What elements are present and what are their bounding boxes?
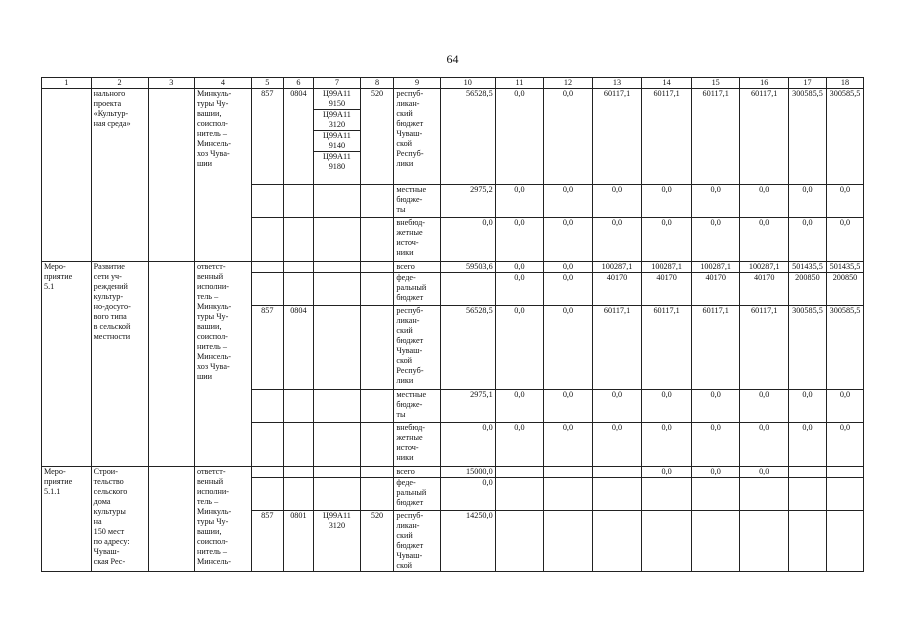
value-cell — [544, 511, 593, 572]
value-cell: 40170 — [691, 273, 740, 306]
funding-source-text: ники — [396, 248, 414, 257]
executor-text: Минсель- — [196, 557, 231, 566]
header-cell: 10 — [440, 78, 495, 89]
value-cell: 0,0 — [740, 467, 789, 478]
code-target-cell — [314, 185, 360, 218]
funding-source-text: ский — [396, 326, 413, 335]
value-cell: 0,0 — [788, 390, 826, 423]
executor-text: соиспол- — [196, 119, 228, 128]
funding-source-cell — [394, 467, 440, 478]
value-cell: 200850 — [788, 273, 826, 306]
measure-name-cell — [91, 262, 148, 467]
value-cell: 60117,1 — [592, 89, 642, 185]
empty-cell — [148, 467, 194, 572]
value-cell: 60117,1 — [592, 306, 642, 390]
measure-name-cell — [91, 89, 148, 262]
target-code: Ц99А11 9150 — [314, 89, 359, 110]
executor-text: туры Чу- — [196, 312, 229, 321]
code-grbs-cell — [251, 423, 283, 467]
header-row — [42, 78, 864, 89]
executor-text: хоз Чува- — [196, 362, 230, 371]
funding-source-text: бюдже- — [396, 400, 423, 409]
executor-text: соиспол- — [196, 332, 228, 341]
measure-name-text: Чуваш- — [93, 547, 120, 556]
value-cell: 300585,5 — [788, 89, 826, 185]
funding-source-text: ликан- — [396, 99, 420, 108]
budget-table — [41, 77, 864, 572]
value-cell — [495, 511, 544, 572]
value-cell: 2975,1 — [440, 390, 495, 423]
funding-source-text: бюджет — [396, 336, 424, 345]
value-cell: 0,0 — [592, 218, 642, 262]
target-code: Ц99А11 9180 — [322, 152, 351, 171]
code-section-cell — [283, 423, 314, 467]
code-type-cell: 520 — [360, 511, 394, 572]
code-type-cell — [360, 262, 394, 273]
value-cell: 0,0 — [544, 185, 593, 218]
header-cell: 9 — [394, 78, 440, 89]
value-cell: 56528,5 — [440, 89, 495, 185]
empty-cell — [148, 89, 194, 262]
value-cell: 60117,1 — [642, 306, 692, 390]
code-grbs-cell — [251, 390, 283, 423]
funding-source-text: респуб- — [396, 511, 424, 520]
value-cell — [440, 273, 495, 306]
value-cell: 0,0 — [495, 218, 544, 262]
value-cell: 0,0 — [440, 478, 495, 511]
value-cell: 200850 — [826, 273, 863, 306]
measure-name-text: культуры — [93, 507, 126, 516]
executor-text: Минсель- — [196, 352, 231, 361]
code-grbs-cell — [251, 218, 283, 262]
value-cell — [788, 511, 826, 572]
code-section-cell: 0801 — [283, 511, 314, 572]
funding-source-cell — [394, 218, 440, 262]
value-cell: 0,0 — [642, 185, 692, 218]
funding-source-text: ральный — [396, 488, 427, 497]
value-cell: 0,0 — [642, 467, 692, 478]
executor-text: шии — [196, 372, 213, 381]
measure-name-text: сельского — [93, 487, 128, 496]
value-cell: 0,0 — [544, 262, 593, 273]
header-cell: 7 — [314, 78, 360, 89]
executor-text: туры Чу- — [196, 99, 229, 108]
value-cell: 60117,1 — [691, 89, 740, 185]
funding-source-text: Чуваш- — [396, 129, 423, 138]
funding-source-text: ской — [396, 561, 413, 570]
executor-text: нитель – — [196, 342, 227, 351]
measure-name-text: Строи- — [93, 467, 118, 476]
value-cell: 0,0 — [691, 185, 740, 218]
value-cell: 15000,0 — [440, 467, 495, 478]
value-cell: 0,0 — [740, 218, 789, 262]
funding-source-text: ты — [396, 205, 406, 214]
funding-source-text: Чуваш- — [396, 346, 423, 355]
measure-name-text: вого типа — [93, 312, 127, 321]
executor-text: шии — [196, 159, 213, 168]
value-cell: 0,0 — [691, 390, 740, 423]
code-section-cell — [283, 273, 314, 306]
measure-number-text: Меро- — [44, 467, 66, 476]
funding-source-text: жетные — [396, 433, 423, 442]
measure-name-text: в сельской — [93, 322, 131, 331]
executor-text: тель – — [196, 292, 219, 301]
executor-text: ответст- — [196, 467, 226, 476]
measure-name-text: дома — [93, 497, 111, 506]
executor-text: туры Чу- — [196, 517, 229, 526]
funding-source-text: лики — [396, 159, 414, 168]
value-cell: 0,0 — [495, 273, 544, 306]
code-section-cell: 0804 — [283, 89, 314, 185]
value-cell: 0,0 — [592, 185, 642, 218]
value-cell: 100287,1 — [691, 262, 740, 273]
code-section-cell: 0804 — [283, 306, 314, 390]
executor-text: хоз Чува- — [196, 149, 230, 158]
header-cell: 5 — [251, 78, 283, 89]
value-cell: 0,0 — [826, 185, 863, 218]
value-cell: 0,0 — [495, 262, 544, 273]
funding-source-text: лики — [396, 376, 414, 385]
value-cell — [691, 478, 740, 511]
code-grbs-cell: 857 — [251, 511, 283, 572]
code-target-cell — [314, 273, 360, 306]
executor-text: Минкуль- — [196, 507, 232, 516]
value-cell: 0,0 — [440, 423, 495, 467]
code-section-cell — [283, 478, 314, 511]
funding-source-text: ты — [396, 410, 406, 419]
target-code: Ц99А11 9140 — [314, 131, 359, 152]
value-cell: 0,0 — [544, 218, 593, 262]
executor-text: ответст- — [196, 262, 226, 271]
measure-name-text: 150 мест — [93, 527, 125, 536]
value-cell: 0,0 — [788, 423, 826, 467]
value-cell: 0,0 — [691, 423, 740, 467]
value-cell: 100287,1 — [592, 262, 642, 273]
header-cell: 4 — [194, 78, 251, 89]
value-cell: 56528,5 — [440, 306, 495, 390]
value-cell: 0,0 — [826, 218, 863, 262]
measure-number-text: приятие — [44, 272, 73, 281]
measure-number-cell — [42, 262, 92, 467]
value-cell: 60117,1 — [642, 89, 692, 185]
code-target-cell — [314, 262, 360, 273]
measure-name-text: местности — [93, 332, 131, 341]
value-cell — [544, 478, 593, 511]
value-cell — [826, 467, 863, 478]
value-cell: 0,0 — [740, 185, 789, 218]
target-code: Ц99А11 3120 — [314, 110, 359, 131]
value-cell: 0,0 — [440, 218, 495, 262]
measure-number-text: приятие — [44, 477, 73, 486]
value-cell — [495, 478, 544, 511]
funding-source-text: источ- — [396, 238, 419, 247]
value-cell: 0,0 — [544, 390, 593, 423]
code-section-cell — [283, 218, 314, 262]
code-type-cell — [360, 273, 394, 306]
measure-name-text: по адресу: — [93, 537, 130, 546]
executor-cell — [194, 89, 251, 262]
code-type-cell — [360, 478, 394, 511]
code-type-cell — [360, 467, 394, 478]
funding-source-text: бюджет — [396, 541, 424, 550]
funding-source-text: респуб- — [396, 306, 424, 315]
code-target-cell — [314, 390, 360, 423]
executor-text: венный — [196, 477, 224, 486]
value-cell — [642, 511, 692, 572]
code-grbs-cell — [251, 478, 283, 511]
table-row — [42, 262, 864, 273]
value-cell: 0,0 — [740, 423, 789, 467]
code-type-cell: 520 — [360, 89, 394, 185]
measure-name-text: «Культур- — [93, 109, 129, 118]
funding-source-text: источ- — [396, 443, 419, 452]
code-type-cell — [360, 185, 394, 218]
funding-source-text: всего — [396, 262, 415, 271]
code-section-cell — [283, 390, 314, 423]
table-row — [42, 467, 864, 478]
value-cell — [788, 467, 826, 478]
executor-text: Минкуль- — [196, 89, 232, 98]
value-cell: 0,0 — [495, 390, 544, 423]
value-cell: 0,0 — [495, 89, 544, 185]
code-target-cell — [314, 467, 360, 478]
code-section-cell — [283, 185, 314, 218]
measure-number-text: 5.1.1 — [44, 487, 61, 496]
code-type-cell — [360, 306, 394, 390]
value-cell: 0,0 — [691, 467, 740, 478]
value-cell: 300585,5 — [826, 306, 863, 390]
value-cell: 0,0 — [642, 390, 692, 423]
code-section-cell — [283, 467, 314, 478]
code-section-cell — [283, 262, 314, 273]
executor-text: вашии, — [196, 527, 222, 536]
measure-name-text: нального — [93, 89, 126, 98]
value-cell: 0,0 — [544, 89, 593, 185]
measure-name-cell — [91, 467, 148, 572]
funding-source-text: ликан- — [396, 316, 420, 325]
executor-text: венный — [196, 272, 224, 281]
value-cell: 60117,1 — [740, 306, 789, 390]
measure-number-cell — [42, 89, 92, 262]
measure-number-text: 5.1 — [44, 282, 55, 291]
funding-source-cell — [394, 306, 440, 390]
header-cell: 1 — [42, 78, 92, 89]
value-cell: 300585,5 — [826, 89, 863, 185]
header-cell: 14 — [642, 78, 692, 89]
value-cell — [642, 478, 692, 511]
value-cell — [592, 467, 642, 478]
code-target-cell — [314, 511, 360, 572]
value-cell: 0,0 — [495, 185, 544, 218]
header-cell: 3 — [148, 78, 194, 89]
code-type-cell — [360, 390, 394, 423]
code-type-cell — [360, 218, 394, 262]
header-cell: 8 — [360, 78, 394, 89]
value-cell — [592, 511, 642, 572]
value-cell: 0,0 — [642, 423, 692, 467]
funding-source-cell — [394, 511, 440, 572]
funding-source-text: феде- — [396, 478, 416, 487]
value-cell — [788, 478, 826, 511]
funding-source-text: местные — [396, 390, 427, 399]
funding-source-text: ский — [396, 109, 413, 118]
code-target-cell — [314, 218, 360, 262]
code-target-cell — [314, 89, 360, 185]
value-cell: 0,0 — [592, 390, 642, 423]
value-cell: 60117,1 — [691, 306, 740, 390]
funding-source-text: Респуб- — [396, 149, 424, 158]
value-cell: 0,0 — [788, 185, 826, 218]
header-cell: 15 — [691, 78, 740, 89]
value-cell: 14250,0 — [440, 511, 495, 572]
value-cell: 100287,1 — [642, 262, 692, 273]
value-cell — [691, 511, 740, 572]
measure-number-cell — [42, 467, 92, 572]
funding-source-text: внебюд- — [396, 423, 426, 432]
funding-source-text: бюджет — [396, 498, 424, 507]
value-cell — [826, 478, 863, 511]
code-target-cell — [314, 478, 360, 511]
funding-source-cell — [394, 262, 440, 273]
value-cell: 40170 — [740, 273, 789, 306]
measure-name-text: проекта — [93, 99, 122, 108]
code-grbs-cell — [251, 262, 283, 273]
code-target-cell — [314, 423, 360, 467]
funding-source-cell — [394, 423, 440, 467]
funding-source-text: бюджет — [396, 293, 424, 302]
executor-text: нитель – — [196, 129, 227, 138]
funding-source-text: респуб- — [396, 89, 424, 98]
value-cell: 0,0 — [544, 273, 593, 306]
executor-text: тель – — [196, 497, 219, 506]
measure-number-text: Меро- — [44, 262, 66, 271]
value-cell: 40170 — [592, 273, 642, 306]
header-cell: 2 — [91, 78, 148, 89]
funding-source-cell — [394, 89, 440, 185]
page-number: 64 — [446, 52, 459, 66]
value-cell: 0,0 — [826, 423, 863, 467]
value-cell: 40170 — [642, 273, 692, 306]
table-row — [42, 89, 864, 185]
funding-source-text: ский — [396, 531, 413, 540]
executor-text: вашии, — [196, 322, 222, 331]
funding-source-text: местные — [396, 185, 427, 194]
code-target-cell — [314, 306, 360, 390]
funding-source-text: внебюд- — [396, 218, 426, 227]
value-cell — [826, 511, 863, 572]
header-cell: 13 — [592, 78, 642, 89]
value-cell: 0,0 — [642, 218, 692, 262]
code-grbs-cell: 857 — [251, 89, 283, 185]
header-cell: 18 — [826, 78, 863, 89]
code-type-cell — [360, 423, 394, 467]
funding-source-cell — [394, 273, 440, 306]
measure-name-text: реждений — [93, 282, 128, 291]
measure-name-text: тельство — [93, 477, 124, 486]
value-cell: 0,0 — [592, 423, 642, 467]
funding-source-text: ники — [396, 453, 414, 462]
value-cell: 0,0 — [544, 306, 593, 390]
executor-text: нитель – — [196, 547, 227, 556]
value-cell: 0,0 — [495, 306, 544, 390]
funding-source-text: бюджет — [396, 119, 424, 128]
value-cell — [592, 478, 642, 511]
code-grbs-cell: 857 — [251, 306, 283, 390]
measure-name-text: ская Рес- — [93, 557, 126, 566]
value-cell — [740, 511, 789, 572]
funding-source-text: ской — [396, 139, 413, 148]
measure-name-text: но-досуго- — [93, 302, 131, 311]
executor-cell — [194, 467, 251, 572]
funding-source-text: ликан- — [396, 521, 420, 530]
header-cell: 16 — [740, 78, 789, 89]
measure-name-text: Развитие — [93, 262, 125, 271]
executor-text: соиспол- — [196, 537, 228, 546]
executor-cell — [194, 262, 251, 467]
value-cell: 300585,5 — [788, 306, 826, 390]
value-cell: 0,0 — [826, 390, 863, 423]
funding-source-text: всего — [396, 467, 415, 476]
target-code: Ц99А11 3120 — [322, 511, 351, 530]
funding-source-text: жетные — [396, 228, 423, 237]
value-cell: 59503,6 — [440, 262, 495, 273]
measure-name-text: культур- — [93, 292, 124, 301]
value-cell: 0,0 — [691, 218, 740, 262]
funding-source-cell — [394, 390, 440, 423]
value-cell: 100287,1 — [740, 262, 789, 273]
value-cell — [544, 467, 593, 478]
value-cell: 60117,1 — [740, 89, 789, 185]
measure-name-text: ная среда» — [93, 119, 131, 128]
measure-name-text: сети уч- — [93, 272, 122, 281]
executor-text: вашии, — [196, 109, 222, 118]
executor-text: Минкуль- — [196, 302, 232, 311]
value-cell: 0,0 — [544, 423, 593, 467]
funding-source-text: Респуб- — [396, 366, 424, 375]
funding-source-cell — [394, 185, 440, 218]
code-grbs-cell — [251, 273, 283, 306]
value-cell — [495, 467, 544, 478]
measure-name-text: на — [93, 517, 102, 526]
funding-source-text: ральный — [396, 283, 427, 292]
funding-source-cell — [394, 478, 440, 511]
executor-text: исполни- — [196, 282, 229, 291]
header-cell: 11 — [495, 78, 544, 89]
value-cell — [740, 478, 789, 511]
value-cell: 0,0 — [495, 423, 544, 467]
value-cell: 501435,5 — [788, 262, 826, 273]
funding-source-text: бюдже- — [396, 195, 423, 204]
value-cell: 2975,2 — [440, 185, 495, 218]
header-cell: 12 — [544, 78, 593, 89]
header-cell: 17 — [788, 78, 826, 89]
value-cell: 501435,5 — [826, 262, 863, 273]
code-grbs-cell — [251, 185, 283, 218]
executor-text: исполни- — [196, 487, 229, 496]
funding-source-text: ской — [396, 356, 413, 365]
executor-text: Минсель- — [196, 139, 231, 148]
value-cell: 0,0 — [740, 390, 789, 423]
value-cell: 0,0 — [788, 218, 826, 262]
code-grbs-cell — [251, 467, 283, 478]
header-cell: 6 — [283, 78, 314, 89]
funding-source-text: Чуваш- — [396, 551, 423, 560]
funding-source-text: феде- — [396, 273, 416, 282]
empty-cell — [148, 262, 194, 467]
